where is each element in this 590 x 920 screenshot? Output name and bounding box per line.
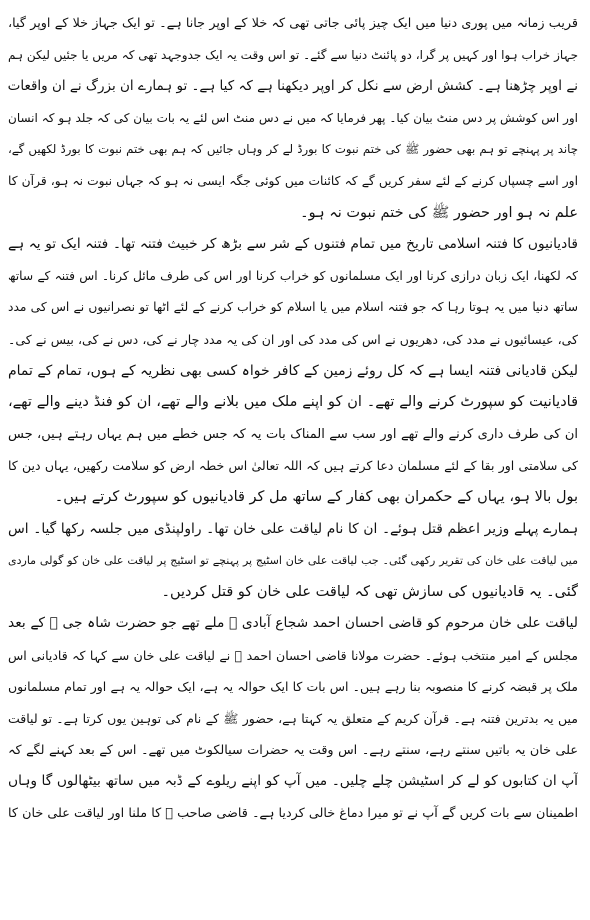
text-line: اطمینان سے بات کریں گے آپ نے تو میرا دماغ خالی کردیا ہے۔ قاضی صاحب ﷫ کا ملنا اور لیاقت علی خان کا [8, 805, 578, 821]
text-line: کی سلامتی اور بقا کے لئے مسلمان دعا کرتے ہیں کہ اللہ تعالیٰ اس خطہ ارض کو سلامت رکھیں، یہاں دین کا [8, 458, 578, 474]
text-line: بول بالا ہو، یہاں کے حکمران بھی کفار کے ساتھ مل کر قادیانیوں کو سپورٹ کرتے ہیں۔ [54, 488, 578, 505]
text-line: مجلس کے امیر منتخب ہوئے۔ حضرت مولانا قاضی احسان احمد ﷫ نے لیاقت علی خان سے کہا کہ قادیانی اس [8, 647, 578, 663]
text-line: آپ ان کتابوں کو لے کر اسٹیشن چلے چلیں۔ میں آپ کو اپنے ریلوے کے ڈبہ میں ساتھ بیٹھالوں گا وہاں [8, 773, 578, 790]
text-line: اور اس کوشش پر دس منٹ بیان کیا۔ پھر فرمایا کہ میں نے دس منٹ اس لئے یہ بات بیان کی کہ جلد ہو کہ انسان [8, 110, 578, 125]
text-line: لیکن قادیانی فتنہ ایسا ہے کہ کل روئے زمین کے کافر خواہ کسی بھی نظریہ کے ہوں، تمام کے تمام [8, 362, 578, 379]
text-line: نے اوپر چڑھنا ہے۔ کشش ارض سے نکل کر اوپر دیکھنا ہے کہ کیا ہے۔ تو ہمارے ان بزرگ نے ان واقعات [8, 78, 578, 95]
text-line: جہاز خراب ہوا اور کہیں پر گرا، دو پائنٹ دنیا سے گئے۔ تو اس وقت یہ ایک جدوجہد تھی کہ مریں یا جئیں لیکن ہم [8, 47, 578, 62]
text-line: میں یہ بدترین فتنہ ہے۔ قرآن کریم کے متعلق یہ کہتا ہے، حضور ﷺ کے نام کی توہین یوں کرتا ہے۔ تو لیاقت [8, 711, 578, 727]
text-line: قادیانیت کو سپورٹ کرنے والے تھے۔ ان کو اپنے ملک میں بلانے والے تھے، ان کو فنڈ دینے والے تھے، [8, 394, 578, 411]
text-line: قریب زمانہ میں پوری دنیا میں ایک چیز پائی جاتی تھی کہ خلا کے اوپر جانا ہے۔ تو ایک جہاز خلا کے اوپر گیا، [8, 16, 578, 31]
text-line: کہ لکھنا، ایک زبان درازی کرنا اور ایک مسلمانوں کو خراب کرنا اور اس کی طرف مائل کرنا۔ اس فتنہ کے ساتھ [8, 268, 578, 283]
text-line: علم نہ ہو اور حضور ﷺ کی ختم نبوت نہ ہو۔ [300, 204, 578, 221]
text-line: ملک پر قبضہ کرنے کا منصوبہ بنا رہے ہیں۔ اس بات کا ایک حوالہ یہ ہے، ایک حوالہ یہ ہے اور تمام مسلمانوں [8, 679, 578, 695]
text-line: کی، عیسائیوں نے مدد کی، دھریوں نے اس کی مدد کی اور ان کی یہ مدد چار نے کی، دس نے کی، بیس نے کی۔ [8, 331, 578, 347]
text-line: ہمارے پہلے وزیر اعظم قتل ہوئے۔ ان کا نام لیاقت علی خان تھا۔ راولپنڈی میں جلسہ رکھا گیا۔ اس [8, 520, 578, 537]
text-line: چاند پر پہنچے تو ہم بھی حضور ﷺ کی ختم نبوت کا بورڈ لے کر وہاں جائیں کہ ہم بھی ختم نبوت کا بورڈ لکھیں گے، [8, 142, 578, 157]
text-line: لیاقت علی خان مرحوم کو قاضی احسان احمد شجاع آبادی ﷫ ملے تھے جو حضرت شاہ جی ﷫ کے بعد [8, 615, 578, 632]
text-line: قادیانیوں کا فتنہ اسلامی تاریخ میں تمام فتنوں کے شر سے بڑھ کر خبیث فتنہ تھا۔ فتنہ ایک تو یہ ہے [8, 236, 578, 253]
text-line: علی خان یہ باتیں سنتے رہے، سنتے رہے۔ اس وقت یہ حضرات سیالکوٹ میں تھے۔ اس کے بعد کہنے لگے کہ [8, 742, 578, 758]
text-line: ان کی طرف داری کرنے والے تھے اور سب سے المناک بات یہ کہ جس خطے میں ہم یہاں رہتے ہیں، جس [8, 426, 578, 442]
text-line: ساتھ دنیا میں یہ ہوتا رہا کہ جو فتنہ اسلام میں یا اسلام کو خراب کرنے کے لئے اٹھا تو نصرانیوں نے اس کی مدد [8, 300, 578, 315]
text-line: میں لیاقت علی خان کی تقریر رکھی گئی۔ جب لیاقت علی خان اسٹیج پر پہنچے تو اسٹیج پر لیاقت علی خان کو گولی ماردی [8, 554, 578, 568]
text-line: گئی۔ یہ قادیانیوں کی سازش تھی کہ لیاقت علی خان کو قتل کردیں۔ [161, 583, 578, 600]
text-line: اور اسے چسپاں کرنے کے لئے سفر کریں گے کہ کائنات میں کوئی جگہ ایسی نہ ہو کہ جہاں نبوت نہ ہو، قرآن کا [8, 173, 578, 188]
